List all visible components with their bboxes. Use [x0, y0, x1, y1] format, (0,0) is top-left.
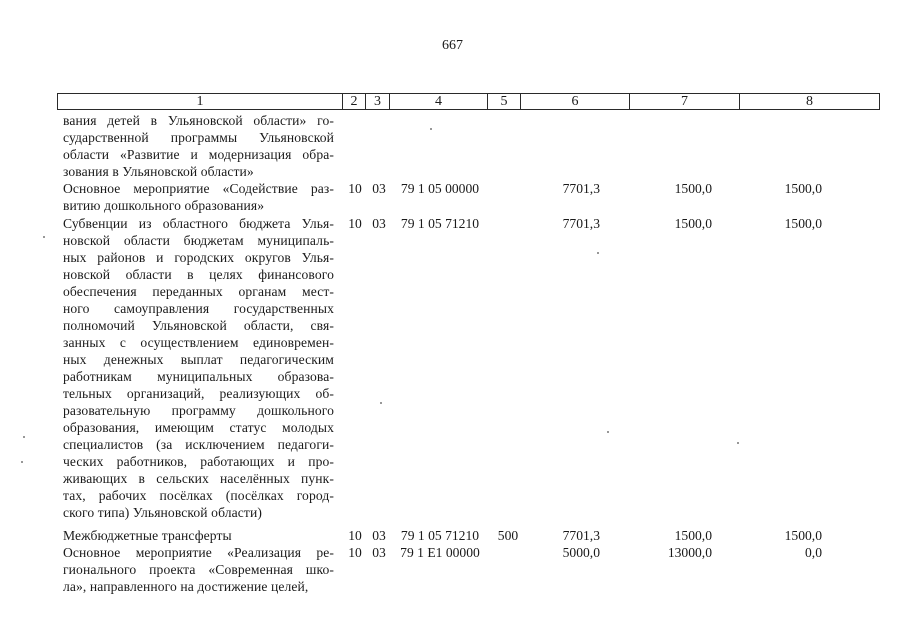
description-line: тах, рабочих посёлках (посёлках город-: [63, 488, 334, 503]
description-line: ного самоуправления государственных: [63, 301, 334, 316]
description-line: новской области бюджетам муниципаль-: [63, 233, 334, 248]
cell-section: 10: [348, 216, 362, 231]
description-line: витию дошкольного образования»: [63, 198, 265, 213]
scan-speck: [43, 236, 45, 238]
cell-amount-3: 1500,0: [784, 216, 822, 231]
header-col-7: 7: [630, 94, 740, 109]
description-line: обеспечения переданных органам мест-: [63, 284, 334, 299]
description-line: образования, имеющим статус молодых: [63, 420, 334, 435]
description-line: Субвенции из областного бюджета Улья-: [63, 216, 334, 231]
cell-section: 10: [348, 545, 362, 560]
cell-subsection: 03: [372, 181, 386, 196]
cell-amount-1: 5000,0: [562, 545, 600, 560]
header-col-2: 2: [343, 94, 366, 109]
scan-speck: [380, 402, 382, 404]
description-line: ных районов и городских округов Улья-: [63, 250, 334, 265]
page-number: 667: [442, 38, 463, 53]
scan-speck: [430, 128, 432, 130]
header-col-1: 1: [58, 94, 343, 109]
cell-target-code: 79 1 05 00000: [400, 181, 480, 196]
description-line: ского типа) Ульяновской области): [63, 505, 262, 520]
description-line: ных денежных выплат педагогическим: [63, 352, 334, 367]
description-line: Основное мероприятие «Содействие раз-: [63, 181, 334, 196]
header-col-6: 6: [521, 94, 630, 109]
table-row-description: [63, 215, 334, 521]
cell-amount-1: 7701,3: [562, 216, 600, 231]
cell-target-code: 79 1 E1 00000: [400, 545, 480, 560]
header-col-8: 8: [806, 94, 813, 109]
description-line: тельных организаций, реализующих об-: [63, 386, 334, 401]
cell-amount-1: 7701,3: [562, 181, 600, 196]
description-line: сударственной программы Ульяновской: [63, 130, 334, 145]
table-row-description: [63, 180, 334, 214]
description-line: занных с осуществлением единовремен-: [63, 335, 334, 350]
cell-section: 10: [348, 181, 362, 196]
cell-amount-3: 1500,0: [784, 528, 822, 543]
description-line: Основное мероприятие «Реализация ре-: [63, 545, 334, 560]
scan-speck: [21, 461, 23, 463]
description-line: полномочий Ульяновской области, свя-: [63, 318, 334, 333]
description-line: ла», направленного на достижение целей,: [63, 579, 309, 594]
description-line: специалистов (за исключением педагоги-: [63, 437, 334, 452]
cell-amount-1: 7701,3: [562, 528, 600, 543]
cell-subsection: 03: [372, 545, 386, 560]
cell-amount-3: 1500,0: [784, 181, 822, 196]
description-line: живающих в сельских населённых пунк-: [63, 471, 334, 486]
cell-amount-3: 0,0: [805, 545, 822, 560]
scan-speck: [607, 431, 609, 433]
table-row-description: [63, 527, 334, 544]
scan-speck: [737, 442, 739, 444]
cell-target-code: 79 1 05 71210: [400, 528, 480, 543]
description-line: разовательную программу дошкольного: [63, 403, 334, 418]
header-col-4: 4: [390, 94, 488, 109]
cell-amount-2: 1500,0: [674, 181, 712, 196]
header-col-3: 3: [366, 94, 390, 109]
cell-amount-2: 1500,0: [674, 528, 712, 543]
cell-amount-2: 1500,0: [674, 216, 712, 231]
description-line: гионального проекта «Современная шко-: [63, 562, 334, 577]
header-col-5: 5: [488, 94, 521, 109]
table-header-row: [57, 93, 880, 110]
table-row-description: [63, 544, 334, 595]
cell-amount-2: 13000,0: [667, 545, 712, 560]
cell-subsection: 03: [372, 216, 386, 231]
description-line: Межбюджетные трансферты: [63, 528, 232, 543]
description-line: зования в Ульяновской области»: [63, 164, 254, 179]
scan-speck: [23, 436, 25, 438]
scan-speck: [597, 252, 599, 254]
description-line: новской области в целях финансового: [63, 267, 334, 282]
description-line: вания детей в Ульяновской области» го-: [63, 113, 334, 128]
cell-expense-type: 500: [497, 528, 519, 543]
cell-target-code: 79 1 05 71210: [400, 216, 480, 231]
description-line: ческих работников, работающих и про-: [63, 454, 334, 469]
cell-subsection: 03: [372, 528, 386, 543]
table-row-description: [63, 112, 334, 180]
description-line: работникам муниципальных образова-: [63, 369, 334, 384]
cell-section: 10: [348, 528, 362, 543]
description-line: области «Развитие и модернизация обра-: [63, 147, 334, 162]
